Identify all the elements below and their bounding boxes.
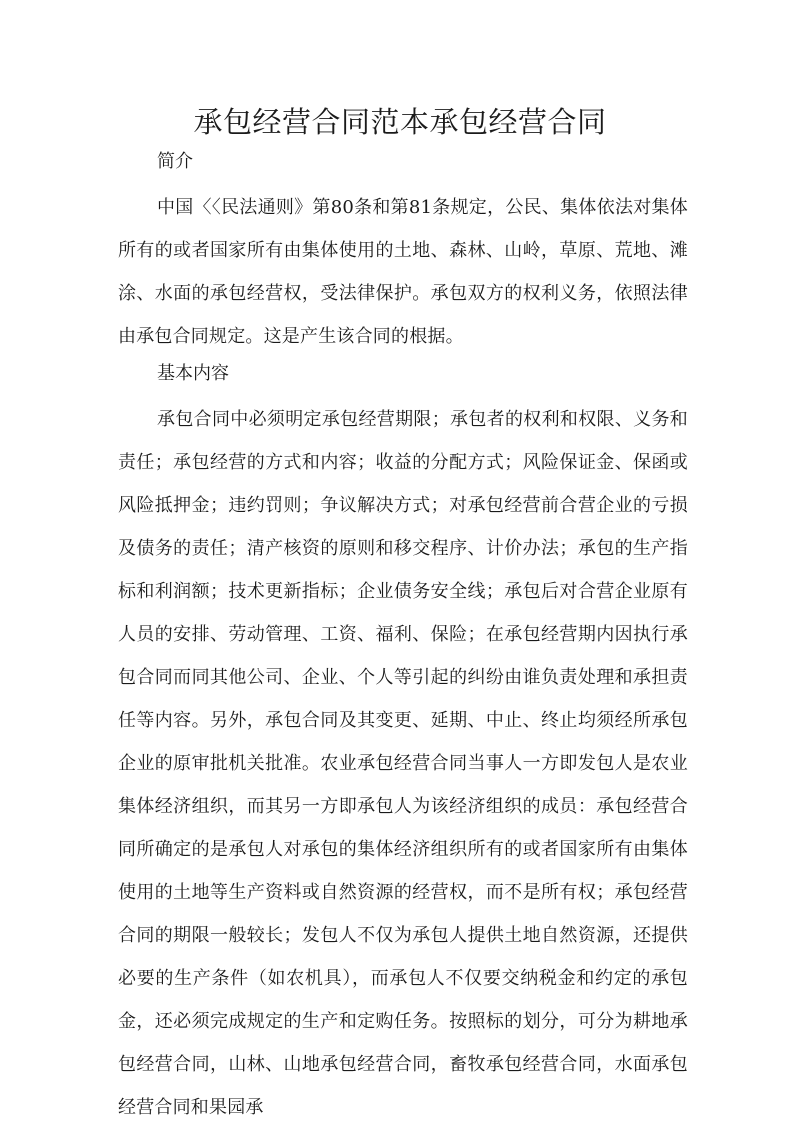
- section-heading-basic-content: 基本内容: [157, 363, 229, 384]
- section-body-basic-content: 承包合同中必须明定承包经营期限；承包者的权利和权限、义务和责任；承包经营的方式和内容；收益的分配方式；风险保证金、保函或风险抵押金；违约罚则；争议解决方式；对承包经营前合营企业的亏损及债务的责任；清产核资的原则和移交程序、计价办法；承包的生产指标和利润额；技术更新指标；企业债务安全线；承包后对合营企业原有人员的安排、劳动管理、工资、福利、保险；在承包经营期内因执行承包合同而同其他公司、企业、个人等引起的纠纷由谁负责处理和承担责任等内容。另外，承包合同及其变更、延期、中止、终止均须经所承包企业的原审批机关批准。农业承包经营合同当事人一方即发包人是农业集体经济组织，而其另一方即承包人为该经济组织的成员：承包经营合同所确定的是承包人对承包的集体经济组织所有的或者国家所有由集体使用的土地等生产资料或自然资源的经营权，而不是所有权；承包经营合同的期限一般较长；发包人不仅为承包人提供土地自然资源，还提供必要的生产条件（如农机具），而承包人不仅要交纳税金和约定的承包金，还必须完成规定的生产和定购任务。按照标的划分，可分为耕地承包经营合同，山林、山地承包经营合同，畜牧承包经营合同，水面承包经营合同和果园承: [118, 409, 688, 1118]
- document-title: 承包经营合同范本承包经营合同: [193, 105, 607, 139]
- section-body-intro: 中国〈〈民法通则》第80条和第81条规定，公民、集体依法对集体所有的或者国家所有由集体使用的土地、森林、山岭，草原、荒地、滩涂、水面的承包经营权，受法律保护。承包双方的权利义务，依照法律由承包合同规定。这是产生该合同的根据。: [118, 197, 688, 347]
- section-heading-intro: 简介: [157, 151, 193, 172]
